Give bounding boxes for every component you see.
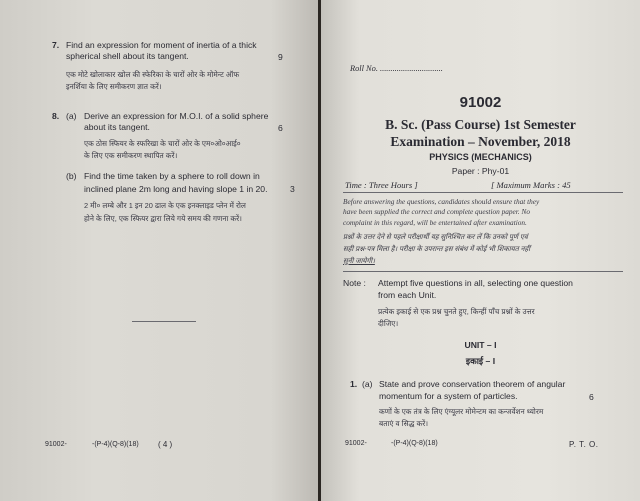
note-hindi1: प्रत्येक इकाई से एक प्रश्न चुनते हुए, किन्हीं पाँच प्रश्नों के उत्तर	[378, 307, 535, 316]
q8b-line2: inclined plane 2m long and having slope 1 in 20.	[84, 184, 268, 194]
instructions-en	[343, 197, 539, 228]
left-page	[0, 0, 318, 501]
q1-line2: momentum for a system of particles.	[379, 391, 518, 401]
q8a-line1: Derive an expression for M.O.I. of a solid sphere	[84, 111, 269, 121]
time-label: Time : Three Hours ]	[345, 180, 418, 190]
instruction-hi-line: सुनी जायेगी।	[343, 258, 375, 265]
unit-heading-hi: इकाई – I	[465, 356, 496, 366]
paper-code: 91002	[459, 94, 502, 111]
q7-line1: Find an expression for moment of inertia of a thick	[66, 40, 257, 50]
title-line2: Examination – November, 2018	[390, 134, 571, 149]
max-marks: [ Maximum Marks : 45	[491, 180, 571, 190]
q1a-label: (a)	[362, 379, 373, 389]
note-line2: from each Unit.	[378, 290, 437, 300]
q1-line1: State and prove conservation theorem of angular	[379, 379, 566, 389]
right-page	[321, 0, 640, 501]
q8b-label: (b)	[66, 171, 77, 181]
paper-name: Paper : Phy-01	[451, 166, 510, 176]
q7-hindi2: इनर्शिया के लिए समीकरण ज्ञात करें।	[66, 82, 162, 91]
q8-number: 8.	[52, 111, 60, 121]
instruction-en-line: complaint in this regard, will be entertained after examination.	[343, 217, 527, 227]
subject: PHYSICS (MECHANICS)	[429, 152, 532, 162]
q8b-marks: 3	[290, 184, 295, 194]
q8a-line2: about its tangent.	[84, 122, 150, 132]
q7-marks: 9	[278, 52, 283, 62]
instruction-hi-line: सही प्रश्न-पत्र मिला है। परीक्षा के उपरान्त इस संबंध में कोई भी शिकायत नहीं	[343, 246, 531, 253]
roll-no: Roll No. ..............................	[350, 64, 443, 73]
left-footer-code: 91002-	[45, 441, 67, 448]
note-hindi2: दीजिए।	[378, 319, 399, 328]
q8a-hindi1: एक ठोस स्फियर के स्फरिखा के चारों ओर के एम०ओ०आई०	[84, 139, 241, 148]
left-footer-set: -(P-4)(Q-8)(18)	[92, 441, 139, 448]
header-rule	[343, 192, 623, 193]
title-line1: B. Sc. (Pass Course) 1st Semester	[385, 117, 576, 132]
unit-heading-en: UNIT – I	[464, 340, 497, 350]
q1-hindi2: बताएं व सिद्ध करें।	[379, 419, 429, 428]
q7-hindi1: एक मोटे खोलाकार खोल की स्फेरिका के चारों ओर के मोमेन्ट ऑफ	[66, 70, 240, 79]
q8b-hindi1: 2 मी० लम्बे और 1 इन 20 ढाल के एक इनक्लाइड प्लेन में रोल	[84, 201, 246, 210]
q7-number: 7.	[52, 40, 60, 50]
q8a-marks: 6	[278, 123, 283, 133]
q7-line2: spherical shell about its tangent.	[66, 51, 189, 61]
right-footer-code: 91002-	[345, 440, 367, 447]
instruction-en-line: have been supplied the correct and complete question paper. No	[343, 207, 530, 217]
q1-number: 1.	[350, 379, 358, 389]
q8a-label: (a)	[66, 111, 77, 121]
q1-marks: 6	[589, 392, 594, 402]
q8b-hindi2: होने के लिए, एक स्फियर द्वारा लिये गये समय की गणना करें।	[84, 214, 242, 223]
note-line1: Attempt five questions in all, selecting one question	[378, 278, 573, 288]
pto: P. T. O.	[569, 440, 599, 449]
instructions-rule	[343, 271, 623, 272]
right-footer-set: -(P-4)(Q-8)(18)	[391, 440, 438, 447]
left-footer-page: ( 4 )	[158, 440, 173, 449]
q1-hindi1: कणों के एक तंत्र के लिए एंग्यूलर मोमेन्टम का कन्जर्वेशन थ्योरम	[379, 407, 544, 416]
end-rule	[132, 321, 196, 322]
instructions-hi	[343, 232, 530, 268]
q8b-line1: Find the time taken by a sphere to roll down in	[84, 171, 260, 181]
instruction-en-line: Before answering the questions, candidates should ensure that they	[343, 197, 540, 206]
instruction-hi-line: प्रश्नों के उत्तर देने से पहले परीक्षार्थी यह सुनिश्चित कर लें कि उनको पूर्ण एवं	[343, 234, 528, 241]
q8a-hindi2: के लिए एक समीकरण स्थापित करें।	[84, 151, 178, 160]
note-label: Note :	[343, 278, 366, 288]
